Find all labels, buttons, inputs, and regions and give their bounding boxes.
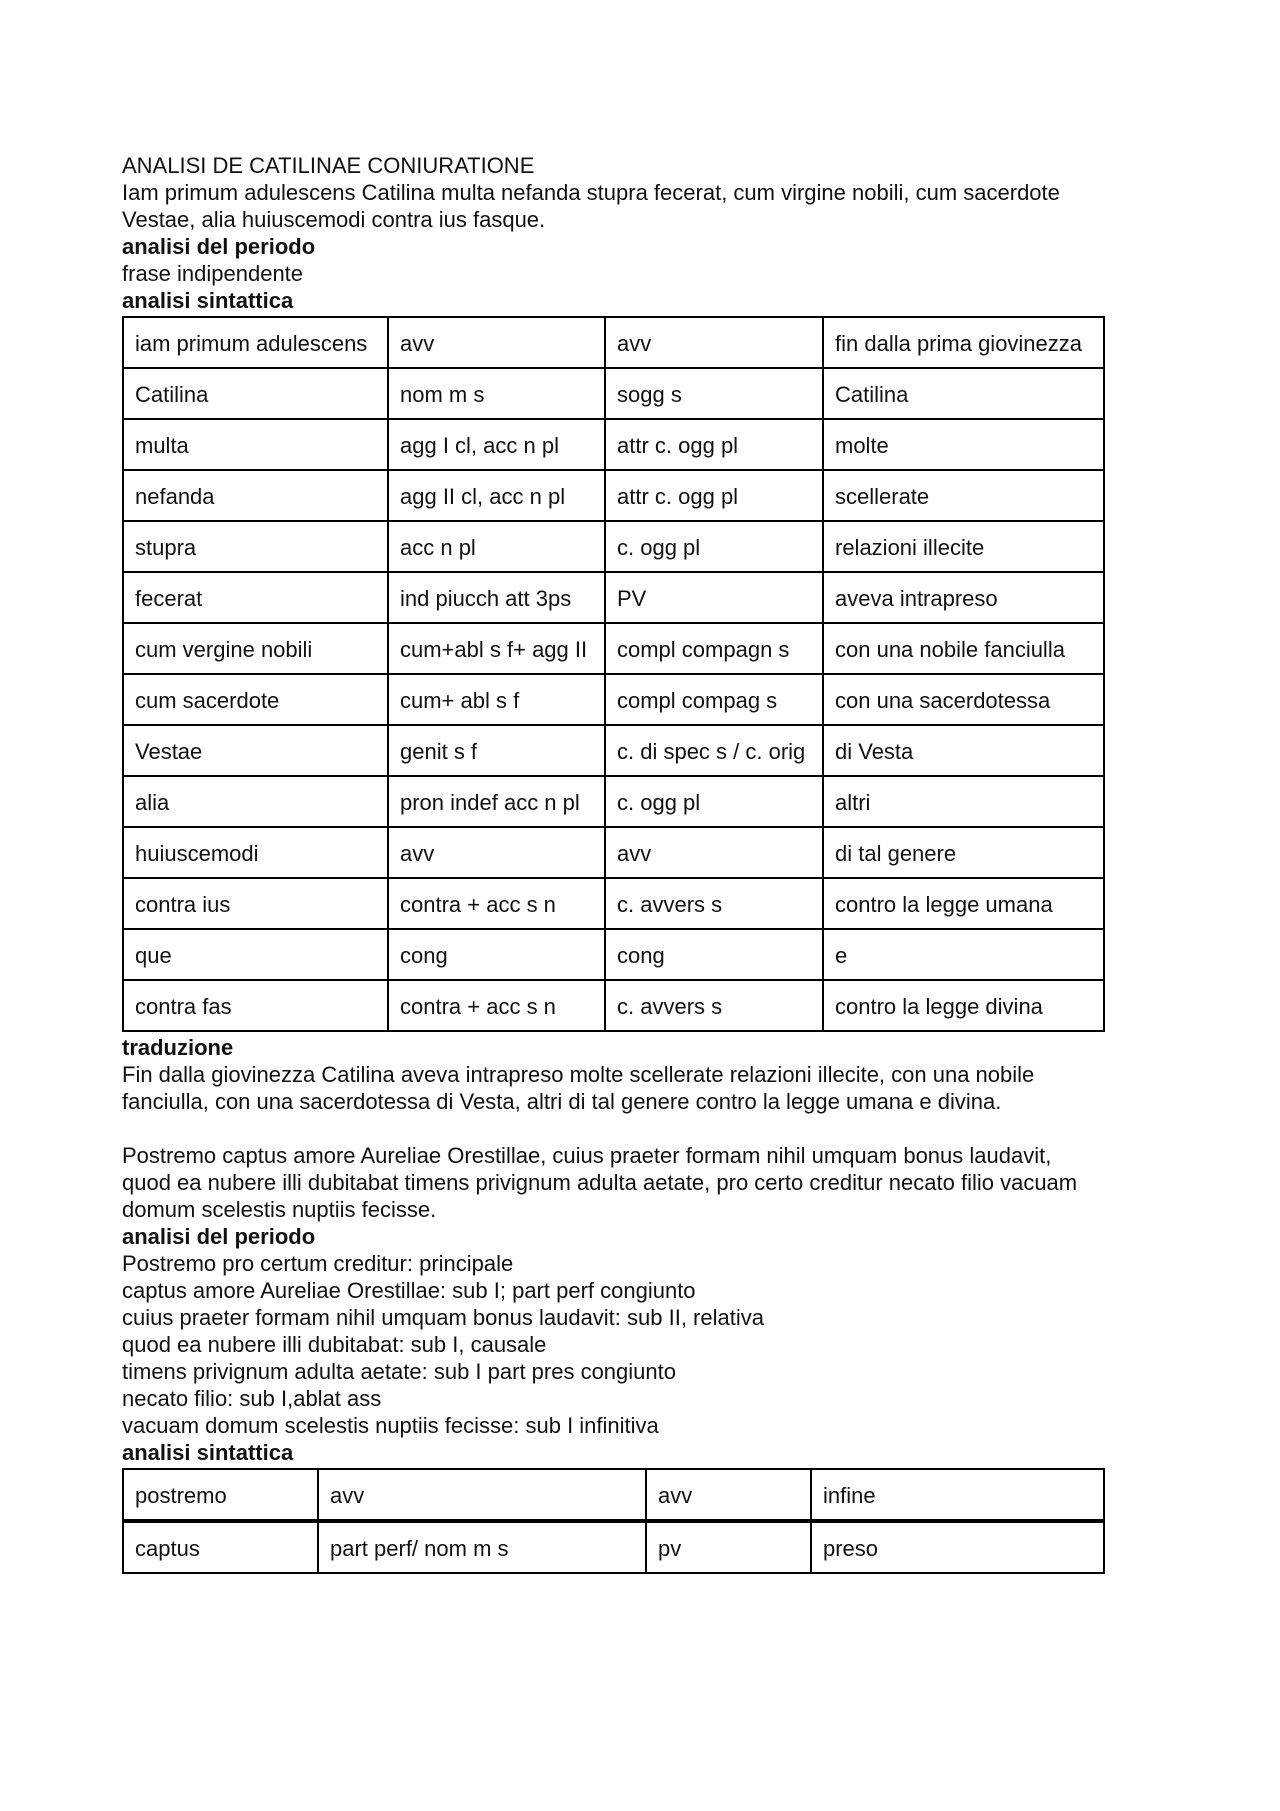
latin-term-cell: contra fas bbox=[123, 980, 388, 1031]
morphology-cell: avv bbox=[388, 317, 605, 368]
table-row bbox=[123, 929, 1104, 980]
syntax-function-cell: avv bbox=[646, 1469, 811, 1521]
paragraph-gap bbox=[122, 1115, 1182, 1142]
period-analysis-heading: analisi del periodo bbox=[122, 234, 316, 259]
translation-cell: con una nobile fanciulla bbox=[823, 623, 1104, 674]
table-row bbox=[123, 1469, 1104, 1521]
translation-cell: e bbox=[823, 929, 1104, 980]
morphology-cell: cum+abl s f+ agg II bbox=[388, 623, 605, 674]
period-analysis-line: vacuam domum scelestis nuptiis fecisse: sub I infinitiva bbox=[122, 1413, 659, 1438]
latin-term-cell: cum vergine nobili bbox=[123, 623, 388, 674]
morphology-cell: pron indef acc n pl bbox=[388, 776, 605, 827]
latin-term-cell: fecerat bbox=[123, 572, 388, 623]
table-row bbox=[123, 419, 1104, 470]
table-row bbox=[123, 827, 1104, 878]
latin-term-cell: nefanda bbox=[123, 470, 388, 521]
syntax-function-cell: cong bbox=[605, 929, 823, 980]
latin-text-line: Postremo captus amore Aureliae Orestillae, cuius praeter formam nihil umquam bonus laudavit, bbox=[122, 1143, 1052, 1168]
table-row bbox=[123, 674, 1104, 725]
table-row bbox=[123, 317, 1104, 368]
syntax-analysis-heading: analisi sintattica bbox=[122, 1440, 294, 1465]
morphology-cell: avv bbox=[388, 827, 605, 878]
translation-cell: fin dalla prima giovinezza bbox=[823, 317, 1104, 368]
translation-cell: altri bbox=[823, 776, 1104, 827]
syntax-function-cell: avv bbox=[605, 317, 823, 368]
morphology-cell: contra + acc s n bbox=[388, 980, 605, 1031]
table-row bbox=[123, 368, 1104, 419]
morphology-cell: contra + acc s n bbox=[388, 878, 605, 929]
syntax-table-2 bbox=[122, 1468, 1105, 1574]
syntax-function-cell: PV bbox=[605, 572, 823, 623]
period-analysis-line: Postremo pro certum creditur: principale bbox=[122, 1251, 514, 1276]
period-analysis-line: timens privignum adulta aetate: sub I part pres congiunto bbox=[122, 1359, 676, 1384]
latin-term-cell: Catilina bbox=[123, 368, 388, 419]
latin-term-cell: Vestae bbox=[123, 725, 388, 776]
latin-term-cell: alia bbox=[123, 776, 388, 827]
morphology-cell: nom m s bbox=[388, 368, 605, 419]
table-row bbox=[123, 725, 1104, 776]
syntax-function-cell: c. ogg pl bbox=[605, 776, 823, 827]
translation-line: fanciulla, con una sacerdotessa di Vesta, altri di tal genere contro la legge umana e divina. bbox=[122, 1089, 1002, 1114]
period-analysis-line: quod ea nubere illi dubitabat: sub I, causale bbox=[122, 1332, 547, 1357]
translation-cell: preso bbox=[811, 1521, 1104, 1573]
morphology-cell: cong bbox=[388, 929, 605, 980]
period-analysis-heading: analisi del periodo bbox=[122, 1224, 316, 1249]
morphology-cell: avv bbox=[318, 1469, 646, 1521]
translation-cell: aveva intrapreso bbox=[823, 572, 1104, 623]
syntax-function-cell: avv bbox=[605, 827, 823, 878]
latin-term-cell: huiuscemodi bbox=[123, 827, 388, 878]
latin-text-line: quod ea nubere illi dubitabat timens privignum adulta aetate, pro certo creditur necato filio vacuam bbox=[122, 1170, 1078, 1195]
latin-text-line: domum scelestis nuptiis fecisse. bbox=[122, 1197, 437, 1222]
translation-cell: di tal genere bbox=[823, 827, 1104, 878]
table-row bbox=[123, 623, 1104, 674]
translation-cell: contro la legge divina bbox=[823, 980, 1104, 1031]
syntax-analysis-heading: analisi sintattica bbox=[122, 288, 294, 313]
table-row bbox=[123, 470, 1104, 521]
morphology-cell: genit s f bbox=[388, 725, 605, 776]
translation-heading: traduzione bbox=[122, 1035, 234, 1060]
section-2 bbox=[122, 1142, 1182, 1574]
morphology-cell: agg II cl, acc n pl bbox=[388, 470, 605, 521]
period-analysis-line: cuius praeter formam nihil umquam bonus laudavit: sub II, relativa bbox=[122, 1305, 764, 1330]
translation-cell: contro la legge umana bbox=[823, 878, 1104, 929]
translation-cell: infine bbox=[811, 1469, 1104, 1521]
syntax-function-cell: c. ogg pl bbox=[605, 521, 823, 572]
table-row bbox=[123, 572, 1104, 623]
syntax-function-cell: c. avvers s bbox=[605, 980, 823, 1031]
period-analysis-line: necato filio: sub I,ablat ass bbox=[122, 1386, 382, 1411]
latin-term-cell: postremo bbox=[123, 1469, 318, 1521]
latin-term-cell: cum sacerdote bbox=[123, 674, 388, 725]
latin-text-line: Iam primum adulescens Catilina multa nefanda stupra fecerat, cum virgine nobili, cum sacerdote bbox=[122, 180, 1060, 205]
syntax-function-cell: compl compag s bbox=[605, 674, 823, 725]
translation-line: Fin dalla giovinezza Catilina aveva intrapreso molte scellerate relazioni illecite, con una nobile bbox=[122, 1062, 1035, 1087]
latin-term-cell: captus bbox=[123, 1521, 318, 1573]
syntax-function-cell: pv bbox=[646, 1521, 811, 1573]
period-analysis-line: captus amore Aureliae Orestillae: sub I; part perf congiunto bbox=[122, 1278, 696, 1303]
latin-term-cell: multa bbox=[123, 419, 388, 470]
section-1 bbox=[122, 179, 1182, 1115]
period-analysis-line: frase indipendente bbox=[122, 261, 304, 286]
table-row bbox=[123, 878, 1104, 929]
morphology-cell: acc n pl bbox=[388, 521, 605, 572]
translation-cell: scellerate bbox=[823, 470, 1104, 521]
table-row bbox=[123, 776, 1104, 827]
latin-term-cell: iam primum adulescens bbox=[123, 317, 388, 368]
morphology-cell: agg I cl, acc n pl bbox=[388, 419, 605, 470]
translation-cell: relazioni illecite bbox=[823, 521, 1104, 572]
table-row bbox=[123, 980, 1104, 1031]
syntax-function-cell: compl compagn s bbox=[605, 623, 823, 674]
table-row bbox=[123, 521, 1104, 572]
latin-text-line: Vestae, alia huiuscemodi contra ius fasque. bbox=[122, 207, 546, 232]
syntax-function-cell: attr c. ogg pl bbox=[605, 419, 823, 470]
syntax-table-1 bbox=[122, 316, 1105, 1032]
translation-cell: con una sacerdotessa bbox=[823, 674, 1104, 725]
morphology-cell: part perf/ nom m s bbox=[318, 1521, 646, 1573]
syntax-function-cell: c. avvers s bbox=[605, 878, 823, 929]
morphology-cell: ind piucch att 3ps bbox=[388, 572, 605, 623]
morphology-cell: cum+ abl s f bbox=[388, 674, 605, 725]
table-row bbox=[123, 1521, 1104, 1573]
latin-term-cell: contra ius bbox=[123, 878, 388, 929]
translation-cell: di Vesta bbox=[823, 725, 1104, 776]
syntax-function-cell: c. di spec s / c. orig bbox=[605, 725, 823, 776]
latin-term-cell: que bbox=[123, 929, 388, 980]
translation-cell: molte bbox=[823, 419, 1104, 470]
document-page bbox=[122, 152, 1182, 1576]
latin-term-cell: stupra bbox=[123, 521, 388, 572]
document-title: ANALISI DE CATILINAE CONIURATIONE bbox=[122, 153, 535, 178]
syntax-function-cell: sogg s bbox=[605, 368, 823, 419]
syntax-function-cell: attr c. ogg pl bbox=[605, 470, 823, 521]
translation-cell: Catilina bbox=[823, 368, 1104, 419]
